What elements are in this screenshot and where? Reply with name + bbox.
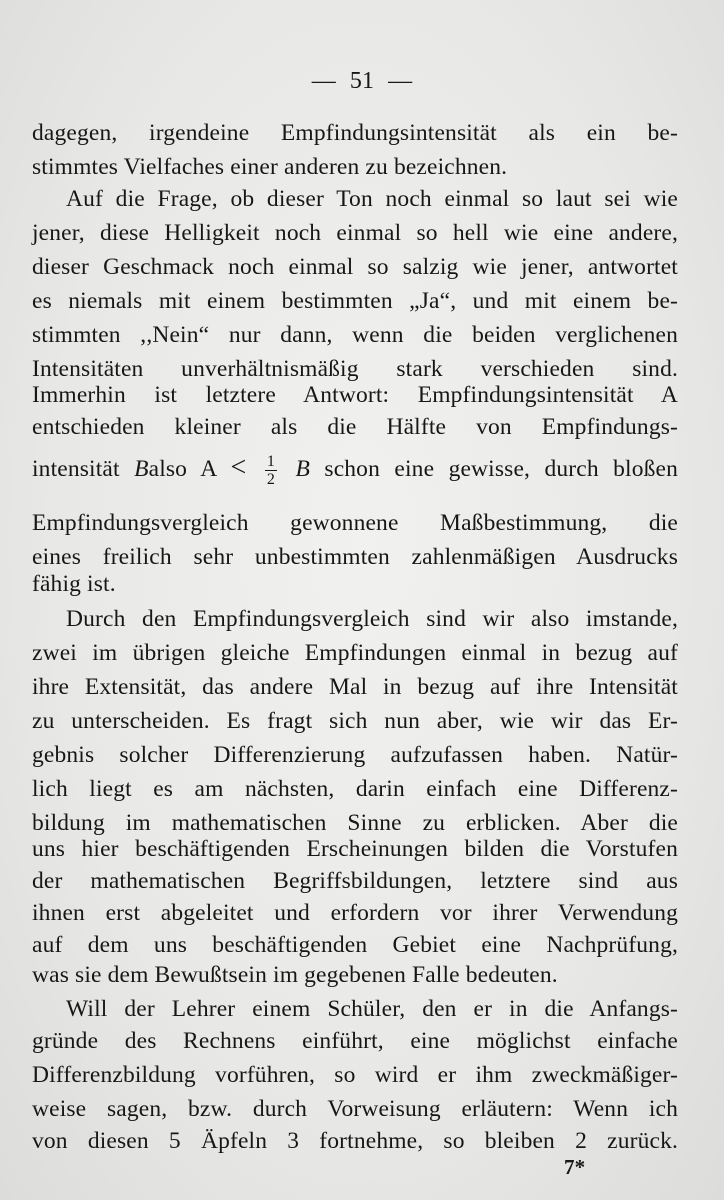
text-line: fähig ist. bbox=[32, 571, 116, 597]
formula-line bbox=[32, 451, 679, 489]
page-number: 51 bbox=[349, 68, 375, 94]
text-line: Durch den Empfindungsvergleich sind wir also imstande, bbox=[66, 606, 678, 632]
header-dash-right: — bbox=[388, 68, 413, 94]
text-line: zwei im übrigen gleiche Empfindungen einmal in bezug auf bbox=[32, 640, 678, 666]
header-dash-left: — bbox=[311, 68, 336, 94]
fraction-denominator: 2 bbox=[266, 471, 276, 489]
text-line: Intensitäten unverhältnismäßig stark verschieden sind. bbox=[32, 356, 678, 382]
text-line: Differenzbildung vorführen, so wird er ihm zweckmäßiger- bbox=[32, 1062, 678, 1088]
formula-variable-b2: B bbox=[295, 456, 310, 482]
text-line: auf dem uns beschäftigenden Gebiet eine Nachprüfung, bbox=[32, 932, 678, 958]
text-line: bildung im mathematischen Sinne zu erblicken. Aber die bbox=[32, 810, 678, 836]
text-line: weise sagen, bzw. durch Vorweisung erläutern: Wenn ich bbox=[32, 1096, 678, 1122]
text-line: gründe des Rechnens einführt, eine möglichst einfache bbox=[32, 1028, 678, 1054]
formula-rest: schon eine gewisse, durch bloßen bbox=[324, 456, 679, 482]
text-line: lich liegt es am nächsten, darin einfach eine Differenz- bbox=[32, 776, 678, 802]
text-line: dieser Geschmack noch einmal so salzig wie jener, antwortet bbox=[32, 254, 678, 280]
text-line: gebnis solcher Differenzierung aufzufassen haben. Natür- bbox=[32, 742, 678, 768]
text-line: zu unterscheiden. Es fragt sich nun aber, wie wir das Er- bbox=[32, 708, 678, 734]
text-line: jener, diese Helligkeit noch einmal so hell wie eine andere, bbox=[32, 220, 678, 246]
text-line: entschieden kleiner als die Hälfte von Empfindungs- bbox=[32, 414, 678, 440]
text-line: ihre Extensität, das andere Mal in bezug auf ihre Intensität bbox=[32, 674, 678, 700]
fraction-numerator: 1 bbox=[266, 453, 276, 471]
text-line: Empfindungsvergleich gewonnene Maßbestimmung, die bbox=[32, 510, 678, 536]
text-line: ihnen erst abgeleitet und erfordern vor ihrer Verwendung bbox=[32, 900, 678, 926]
page-header bbox=[0, 64, 724, 98]
text-line: stimmtes Vielfaches einer anderen zu bezeichnen. bbox=[32, 154, 508, 180]
text-line: Immerhin ist letztere Antwort: Empfindungsintensität A bbox=[32, 382, 678, 408]
text-line: was sie dem Bewußtsein im gegebenen Falle bedeuten. bbox=[32, 962, 558, 988]
text-line: Will der Lehrer einem Schüler, den er in die Anfangs- bbox=[66, 996, 678, 1022]
text-line: stimmten ,,Nein“ nur dann, wenn die beiden verglichenen bbox=[32, 322, 678, 348]
signature-mark: 7* bbox=[564, 1155, 586, 1179]
text-line: dagegen, irgendeine Empfindungsintensität als ein be- bbox=[32, 120, 678, 146]
formula-variable-b: B bbox=[134, 456, 149, 482]
text-line: uns hier beschäftigenden Erscheinungen bilden die Vorstufen bbox=[32, 836, 678, 862]
less-than-sign: < bbox=[230, 452, 247, 483]
text-line: es niemals mit einem bestimmten „Ja“, und mit einem be- bbox=[32, 288, 678, 314]
formula-also: also A bbox=[148, 456, 217, 482]
fraction-one-half bbox=[265, 453, 277, 488]
text-line: eines freilich sehr unbestimmten zahlenmäßigen Ausdrucks bbox=[32, 544, 678, 570]
text-line: der mathematischen Begriffsbildungen, letztere sind aus bbox=[32, 868, 678, 894]
text-line: von diesen 5 Äpfeln 3 fortnehme, so bleiben 2 zurück. bbox=[32, 1128, 678, 1154]
formula-word: intensität bbox=[32, 456, 120, 482]
text-line: Auf die Frage, ob dieser Ton noch einmal so laut sei wie bbox=[66, 186, 678, 212]
